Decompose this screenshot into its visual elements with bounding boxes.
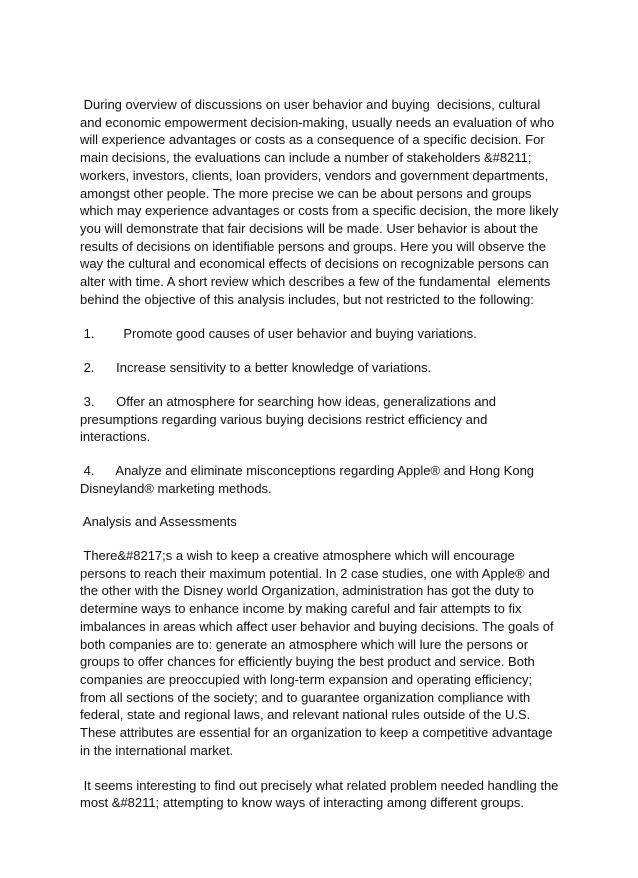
text-line: results of decisions on identifiable persons and groups. Here you will observe the (80, 238, 547, 254)
text-line: main decisions, the evaluations can include a number of stakeholders &#8211; (80, 150, 532, 166)
text-line: interactions. (80, 429, 151, 445)
body-paragraph (80, 547, 564, 759)
text-line: Disneyland® marketing methods. (80, 480, 272, 496)
list-item (80, 393, 564, 446)
text-line: will experience advantages or costs as a consequence of a specific decision. For (80, 132, 545, 148)
text-line: amongst other people. The more precise we can be about persons and groups (80, 185, 532, 201)
text-line: federal, state and regional laws, and relevant national rules outside of the U.S. (80, 707, 531, 723)
document-page (80, 96, 564, 829)
text-line: workers, investors, clients, loan providers, vendors and government departments, (80, 167, 549, 183)
text-line: the other with the Disney world Organization, administration has got the duty to (80, 583, 534, 599)
text-line: During overview of discussions on user behavior and buying decisions, cultural (80, 97, 541, 112)
text-line: which may experience advantages or costs from a specific decision, the more likely (80, 203, 559, 219)
list-item (80, 462, 564, 497)
text-line: persons to reach their maximum potential. In 2 case studies, one with Apple® and (80, 565, 550, 581)
text-line: 2. Increase sensitivity to a better knowledge of variations. (80, 360, 432, 376)
text-line: It seems interesting to find out precisely what related problem needed handling the (80, 777, 559, 793)
text-line: groups to offer chances for efficiently buying the best product and service. Both (80, 654, 535, 670)
text-line: presumptions regarding various buying decisions restrict efficiency and (80, 411, 488, 427)
text-line: These attributes are essential for an organization to keep a competitive advantage (80, 725, 553, 741)
list-item (80, 359, 564, 377)
section-heading (80, 513, 564, 531)
closing-paragraph (80, 777, 564, 812)
text-line: 3. Offer an atmosphere for searching how ideas, generalizations and (80, 393, 496, 409)
text-line: from all sections of the society; and to guarantee organization compliance with (80, 689, 531, 705)
text-line: There&#8217;s a wish to keep a creative atmosphere which will encourage (80, 548, 515, 564)
text-line: imbalances in areas which affect user behavior and buying decisions. The goals of (80, 618, 554, 634)
text-line: both companies are to: generate an atmosphere which will lure the persons or (80, 636, 529, 652)
text-line: alter with time. A short review which describes a few of the fundamental elements (80, 274, 551, 290)
text-line: 1. Promote good causes of user behavior and buying variations. (80, 326, 477, 342)
text-line: and economic empowerment decision-making, usually needs an evaluation of who (80, 114, 555, 130)
text-line: way the cultural and economical effects of decisions on recognizable persons can (80, 256, 549, 272)
heading-text: Analysis and Assessments (80, 514, 237, 530)
text-line: 4. Analyze and eliminate misconceptions regarding Apple® and Hong Kong (80, 462, 535, 478)
text-line: companies are preoccupied with long-term expansion and operating efficiency; (80, 671, 533, 687)
text-line: you will demonstrate that fair decisions will be made. User behavior is about the (80, 220, 539, 236)
list-item (80, 325, 564, 343)
text-line: determine ways to enhance income by making careful and fair attempts to fix (80, 601, 522, 617)
text-line: in the international market. (80, 742, 234, 758)
intro-paragraph (80, 96, 564, 308)
text-line: behind the objective of this analysis includes, but not restricted to the following: (80, 291, 534, 307)
text-line: most &#8211; attempting to know ways of interacting among different groups. (80, 795, 524, 811)
